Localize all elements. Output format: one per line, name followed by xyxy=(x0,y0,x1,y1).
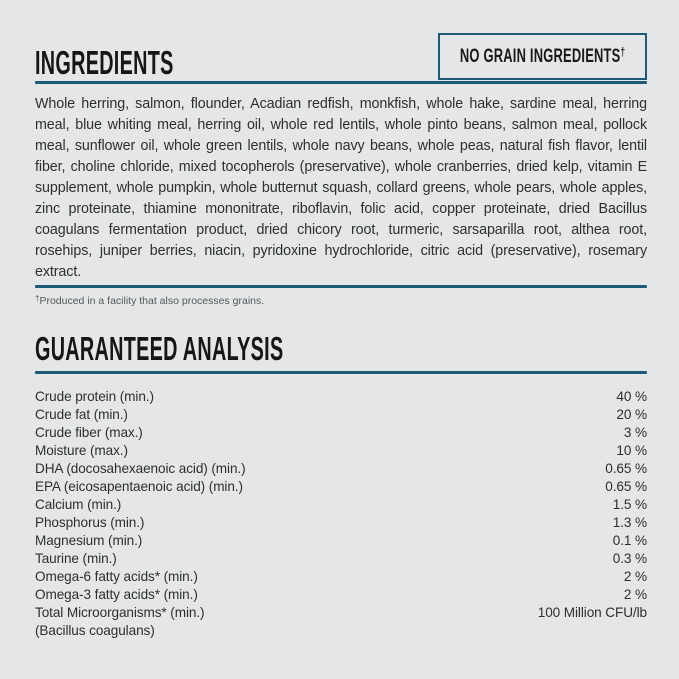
analysis-label: Crude fiber (max.) xyxy=(35,425,143,440)
analysis-value: 0.1 % xyxy=(612,533,647,548)
analysis-value: 40 % xyxy=(616,389,647,404)
no-grain-badge-text: NO GRAIN INGREDIENTS† xyxy=(459,45,626,67)
analysis-row xyxy=(35,568,647,586)
analysis-label: Omega-6 fatty acids* (min.) xyxy=(35,569,198,584)
no-grain-badge xyxy=(438,33,647,80)
guaranteed-analysis-title-text: GUARANTEED ANALYSIS xyxy=(35,330,284,367)
analysis-row xyxy=(35,496,647,514)
analysis-row xyxy=(35,604,647,622)
analysis-label: Magnesium (min.) xyxy=(35,533,143,548)
guaranteed-analysis-title xyxy=(35,332,647,366)
analysis-row xyxy=(35,478,647,496)
ingredients-text: Whole herring, salmon, flounder, Acadian redfish, monkfish, whole hake, sardine meal, herring meal, blue whiting meal, herring oil, whole red lentils, whole pinto beans, salmon meal, pollock meal, sunflower oil, whole green lentils, whole navy beans, whole peas, natural fish flavor, lentil fiber, choline chloride, mixed tocopherols (preservative), whole cranberries, dried kelp, vitamin E supplement, whole pumpkin, whole butternut squash, collard greens, whole pears, whole apples, zinc proteinate, thiamine mononitrate, riboflavin, folic acid, copper proteinate, dried Bacillus coagulans fermentation product, dried chicory root, turmeric, sarsaparilla root, althea root, rosehips, juniper berries, niacin, pyridoxine hydrochloride, citric acid (preservative), rosemary extract. xyxy=(35,96,647,280)
analysis-label: Crude protein (min.) xyxy=(35,389,154,404)
analysis-label: Total Microorganisms* (min.) xyxy=(35,605,205,620)
analysis-label: Taurine (min.) xyxy=(35,551,117,566)
analysis-table xyxy=(35,388,647,640)
analysis-label: DHA (docosahexaenoic acid) (min.) xyxy=(35,461,246,476)
analysis-value: 0.65 % xyxy=(605,479,647,494)
dagger-icon: † xyxy=(35,294,40,303)
analysis-row xyxy=(35,442,647,460)
analysis-label: Omega-3 fatty acids* (min.) xyxy=(35,587,198,602)
analysis-value: 20 % xyxy=(616,407,647,422)
analysis-row xyxy=(35,460,647,478)
analysis-row xyxy=(35,388,647,406)
analysis-value: 3 % xyxy=(623,425,647,440)
analysis-row xyxy=(35,406,647,424)
analysis-row xyxy=(35,514,647,532)
analysis-value: 0.65 % xyxy=(605,461,647,476)
analysis-label: Moisture (max.) xyxy=(35,443,128,458)
ingredients-title-text: INGREDIENTS xyxy=(35,44,174,81)
analysis-value: 100 Million CFU/lb xyxy=(537,605,647,620)
analysis-row xyxy=(35,550,647,568)
analysis-value: 2 % xyxy=(623,569,647,584)
ingredients-divider xyxy=(35,81,647,84)
analysis-value: 1.5 % xyxy=(612,497,647,512)
analysis-row xyxy=(35,424,647,442)
analysis-value: 2 % xyxy=(623,587,647,602)
analysis-value: 1.3 % xyxy=(612,515,647,530)
footnote-divider xyxy=(35,285,647,288)
analysis-label: Phosphorus (min.) xyxy=(35,515,145,530)
analysis-row xyxy=(35,532,647,550)
analysis-value: 10 % xyxy=(616,443,647,458)
analysis-value: 0.3 % xyxy=(612,551,647,566)
grain-footnote: †Produced in a facility that also processes grains. xyxy=(35,294,265,307)
analysis-row xyxy=(35,622,647,640)
dagger-icon: † xyxy=(620,45,626,59)
analysis-row xyxy=(35,586,647,604)
analysis-divider xyxy=(35,371,647,374)
analysis-label: (Bacillus coagulans) xyxy=(35,623,155,638)
analysis-label: EPA (eicosapentaenoic acid) (min.) xyxy=(35,479,243,494)
analysis-label: Crude fat (min.) xyxy=(35,407,128,422)
analysis-label: Calcium (min.) xyxy=(35,497,122,512)
